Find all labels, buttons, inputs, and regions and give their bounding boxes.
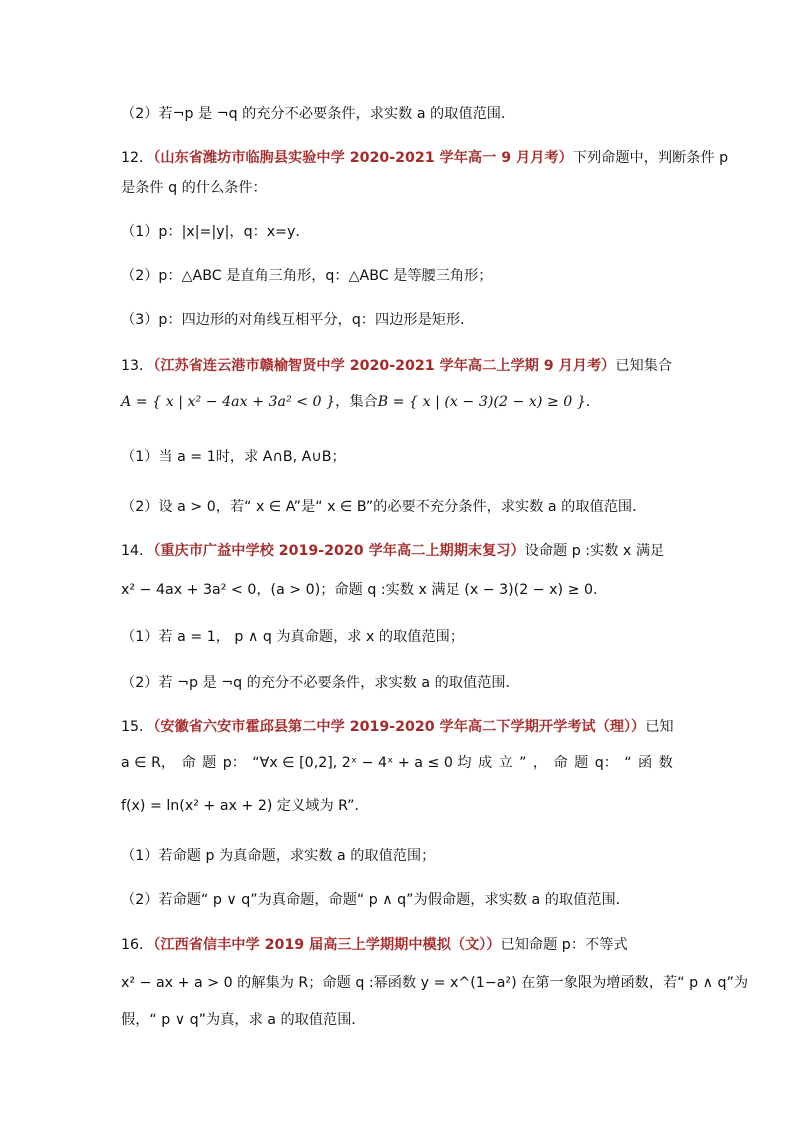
q15-item1: （1）若命题 p 为真命题，求实数 a 的取值范围； [121,848,436,864]
q15-token: 命 [553,755,568,771]
q15-token: 函 [638,755,653,771]
q13-text-a: 已知集合 [615,358,673,374]
q11-item2: （2）若¬p 是 ¬q 的充分不必要条件，求实数 a 的取值范围． [121,106,516,122]
q12-line1 [121,148,728,168]
q15-line3: f(x) = ln(x² + ax + 2) 定义域为 R”． [121,798,369,814]
q12-source: （山东省潍坊市临朐县实验中学 2020-2021 学年高一 9 月月考） [153,150,573,166]
q12-item3: （3）p：四边形的对角线互相平分，q：四边形是矩形． [121,312,475,328]
q13-line2 [121,392,600,412]
q15-token: “∀x ∈ [0,2], 2ˣ − 4ˣ + a ≤ 0 均 [252,755,472,771]
q15-token: 数 [658,755,673,771]
q12-text-a: 下列命题中，判断条件 p [572,150,729,166]
q13-item2: （2）设 a > 0，若“ x ∈ A”是“ x ∈ B”的必要不充分条件，求实数 a 的取值范围． [121,499,647,515]
q12-number: 12． [121,150,154,166]
q15-number: 15． [121,719,154,735]
q13-line1 [121,356,672,376]
q15-text-a: 已知 [645,719,674,735]
q13-set-b: B = { x | (x − 3)(2 − x) ≥ 0 } [377,394,586,410]
q13-mid: ，集合 [335,394,378,410]
q14-item1: （1）若 a = 1， p ∧ q 为真命题，求 x 的取值范围； [121,629,465,645]
q16-line1 [121,935,628,955]
q13-end: ． [585,394,601,410]
q15-token: 题 [202,755,217,771]
q15-token: 成 [477,755,493,771]
q15-token: p： [222,755,246,771]
q14-line1 [121,541,664,561]
q13-set-a: A = { x | x² − 4ax + 3a² < 0 } [121,394,336,410]
q14-item2: （2）若 ¬p 是 ¬q 的充分不必要条件，求实数 a 的取值范围． [121,675,520,691]
q15-token: 题 [574,755,589,771]
q16-line2: x² − ax + a > 0 的解集为 R；命题 q :幂函数 y = x^(1−a²) 在第一象限为增函数，若“ p ∧ q”为 [121,975,749,991]
q12-item2: （2）p：△ABC 是直角三角形，q：△ABC 是等腰三角形； [121,268,493,284]
q15-token: a ∈ R， [121,755,176,771]
q15-source: （安徽省六安市霍邱县第二中学 2019-2020 学年高二下学期开学考试（理）） [153,719,646,735]
q16-source: （江西省信丰中学 2019 届高三上学期期中模拟（文）） [153,937,501,953]
q15-token: q： [594,755,618,771]
q16-number: 16． [121,937,154,953]
q14-number: 14． [121,543,154,559]
q15-token: ” [519,755,527,771]
q14-source: （重庆市广益中学校 2019-2020 学年高二上期期末复习） [153,543,525,559]
q16-line3: 假，“ p ∨ q”为真，求 a 的取值范围． [121,1012,366,1028]
q16-text-a: 已知命题 p：不等式 [500,937,628,953]
q13-number: 13． [121,358,154,374]
q12-line2: 是条件 q 的什么条件： [121,180,267,196]
q15-token: “ [624,755,632,771]
q12-item1: （1）p：|x|=|y|，q：x=y． [121,224,310,240]
q15-token: ， [532,755,548,771]
q14-text-a: 设命题 p :实数 x 满足 [524,543,665,559]
q13-item1: （1）当 a = 1时，求 A∩B, A∪B； [121,449,346,465]
q15-item2: （2）若命题“ p ∨ q”为真命题，命题“ p ∧ q”为假命题，求实数 a 的取值范围． [121,892,630,908]
q15-line1 [121,717,674,737]
q14-line2: x² − 4ax + 3a² < 0，(a > 0)；命题 q :实数 x 满足 (x − 3)(2 − x) ≥ 0． [121,582,608,598]
q15-token: 立 [498,755,513,771]
q15-token: 命 [181,755,196,771]
q15-line2 [121,753,673,773]
q13-source: （江苏省连云港市赣榆智贤中学 2020-2021 学年高二上学期 9 月月考） [153,358,616,374]
